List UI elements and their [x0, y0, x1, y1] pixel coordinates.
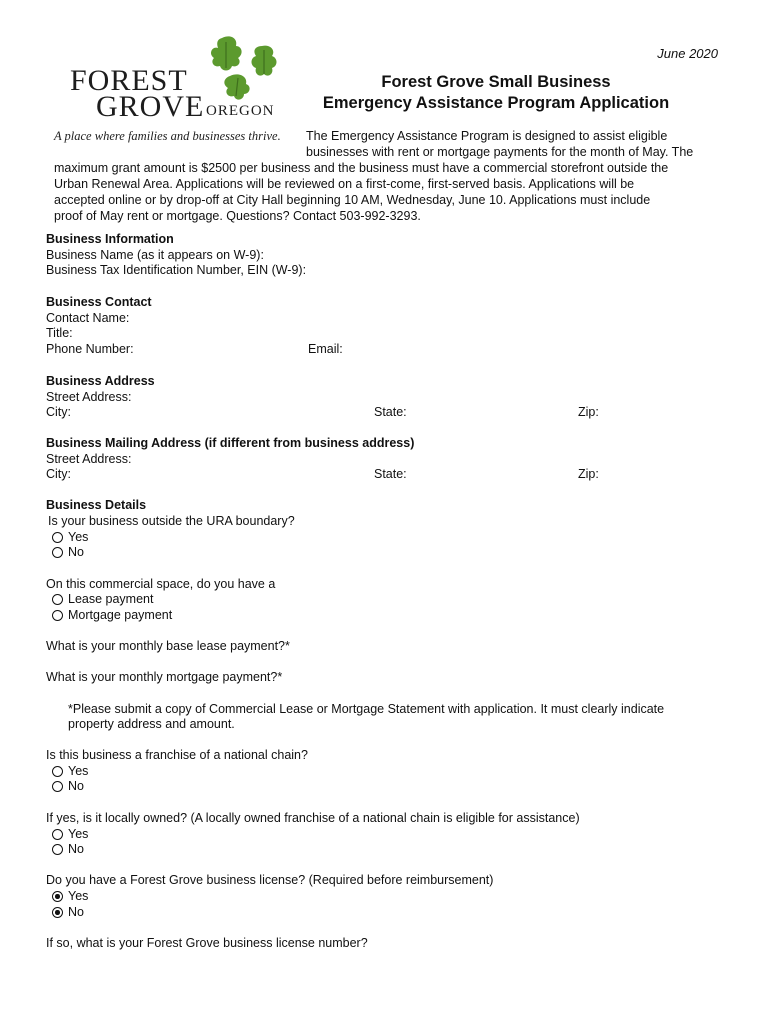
intro-line: businesses with rent or mortgage payments for the month of May. The	[306, 145, 694, 159]
radio-selected-icon[interactable]	[52, 891, 63, 902]
documentation-note: *Please submit a copy of Commercial Lease or Mortgage Statement with application. It must clearly indicate	[68, 702, 665, 716]
business-details-heading: Business Details	[46, 498, 147, 512]
license-no-option[interactable]	[52, 905, 84, 919]
title-label[interactable]: Title:	[46, 326, 73, 340]
logo-forest: FOREST	[70, 64, 188, 97]
logo-grove: GROVE	[96, 90, 205, 123]
question-franchise: Is this business a franchise of a national chain?	[46, 748, 308, 762]
mailing-zip-label[interactable]: Zip:	[578, 467, 599, 481]
business-name-label[interactable]: Business Name (as it appears on W-9):	[46, 248, 264, 262]
intro-line: accepted online or by drop-off at City Hall beginning 10 AM, Wednesday, June 10. Applications must include	[54, 193, 651, 207]
outside-ura-yes-option[interactable]	[52, 530, 88, 544]
forest-grove-logo	[30, 32, 300, 144]
mailing-city-label[interactable]: City:	[46, 467, 71, 481]
radio-icon[interactable]	[52, 547, 63, 558]
lease-payment-option[interactable]	[52, 592, 153, 606]
page-title	[286, 72, 706, 114]
question-business-license: Do you have a Forest Grove business license? (Required before reimbursement)	[46, 873, 494, 887]
franchise-yes-option[interactable]	[52, 764, 88, 778]
title-line-1: Forest Grove Small Business	[381, 73, 611, 91]
ein-label[interactable]: Business Tax Identification Number, EIN (W-9):	[46, 263, 307, 277]
intro-line: The Emergency Assistance Program is designed to assist eligible	[306, 129, 668, 143]
document-date: June 2020	[657, 46, 718, 61]
radio-icon[interactable]	[52, 532, 63, 543]
intro-line: proof of May rent or mortgage. Questions? Contact 503-992-3293.	[54, 209, 421, 223]
option-label: No	[68, 779, 84, 793]
question-mortgage-amount[interactable]: What is your monthly mortgage payment?*	[46, 670, 283, 684]
radio-icon[interactable]	[52, 610, 63, 621]
contact-name-label[interactable]: Contact Name:	[46, 311, 130, 325]
option-label: No	[68, 842, 84, 856]
intro-line: maximum grant amount is $2500 per business and the business must have a commercial storefront outside the	[54, 161, 669, 175]
question-outside-ura: Is your business outside the URA boundary?	[48, 514, 295, 528]
phone-label[interactable]: Phone Number:	[46, 342, 134, 356]
logo-oregon: OREGON	[206, 103, 275, 119]
documentation-note: property address and amount.	[68, 717, 235, 731]
radio-icon[interactable]	[52, 594, 63, 605]
option-label: Lease payment	[68, 592, 154, 606]
radio-icon[interactable]	[52, 766, 63, 777]
radio-icon[interactable]	[52, 844, 63, 855]
outside-ura-no-option[interactable]	[52, 545, 84, 559]
title-line-2: Emergency Assistance Program Application	[322, 94, 670, 112]
state-label[interactable]: State:	[374, 405, 407, 419]
option-label: Yes	[68, 530, 89, 544]
radio-selected-icon[interactable]	[52, 907, 63, 918]
option-label: Yes	[68, 889, 89, 903]
intro-line: Urban Renewal Area. Applications will be reviewed on a first-come, first-served basis. Applications will be	[54, 177, 635, 191]
locally-owned-no-option[interactable]	[52, 842, 84, 856]
mailing-state-label[interactable]: State:	[374, 467, 407, 481]
option-label: No	[68, 905, 84, 919]
question-locally-owned: If yes, is it locally owned? (A locally owned franchise of a national chain is eligible for assistance)	[46, 811, 580, 825]
locally-owned-yes-option[interactable]	[52, 827, 88, 841]
option-label: Mortgage payment	[68, 608, 173, 622]
zip-label[interactable]: Zip:	[578, 405, 599, 419]
franchise-no-option[interactable]	[52, 779, 84, 793]
business-info-heading: Business Information	[46, 232, 174, 246]
question-commercial-space: On this commercial space, do you have a	[46, 577, 276, 591]
street-address-label[interactable]: Street Address:	[46, 390, 132, 404]
option-label: Yes	[68, 827, 89, 841]
mortgage-payment-option[interactable]	[52, 608, 172, 622]
logo-tagline: A place where families and businesses thrive.	[54, 129, 281, 143]
question-lease-amount[interactable]: What is your monthly base lease payment?*	[46, 639, 290, 653]
business-contact-heading: Business Contact	[46, 295, 152, 309]
radio-icon[interactable]	[52, 829, 63, 840]
mailing-street-label[interactable]: Street Address:	[46, 452, 132, 466]
business-address-heading: Business Address	[46, 374, 155, 388]
city-label[interactable]: City:	[46, 405, 71, 419]
email-label[interactable]: Email:	[308, 342, 343, 356]
option-label: No	[68, 545, 84, 559]
license-yes-option[interactable]	[52, 889, 88, 903]
question-license-number[interactable]: If so, what is your Forest Grove business license number?	[46, 936, 368, 950]
radio-icon[interactable]	[52, 781, 63, 792]
option-label: Yes	[68, 764, 89, 778]
mailing-address-heading: Business Mailing Address (if different from business address)	[46, 436, 415, 450]
